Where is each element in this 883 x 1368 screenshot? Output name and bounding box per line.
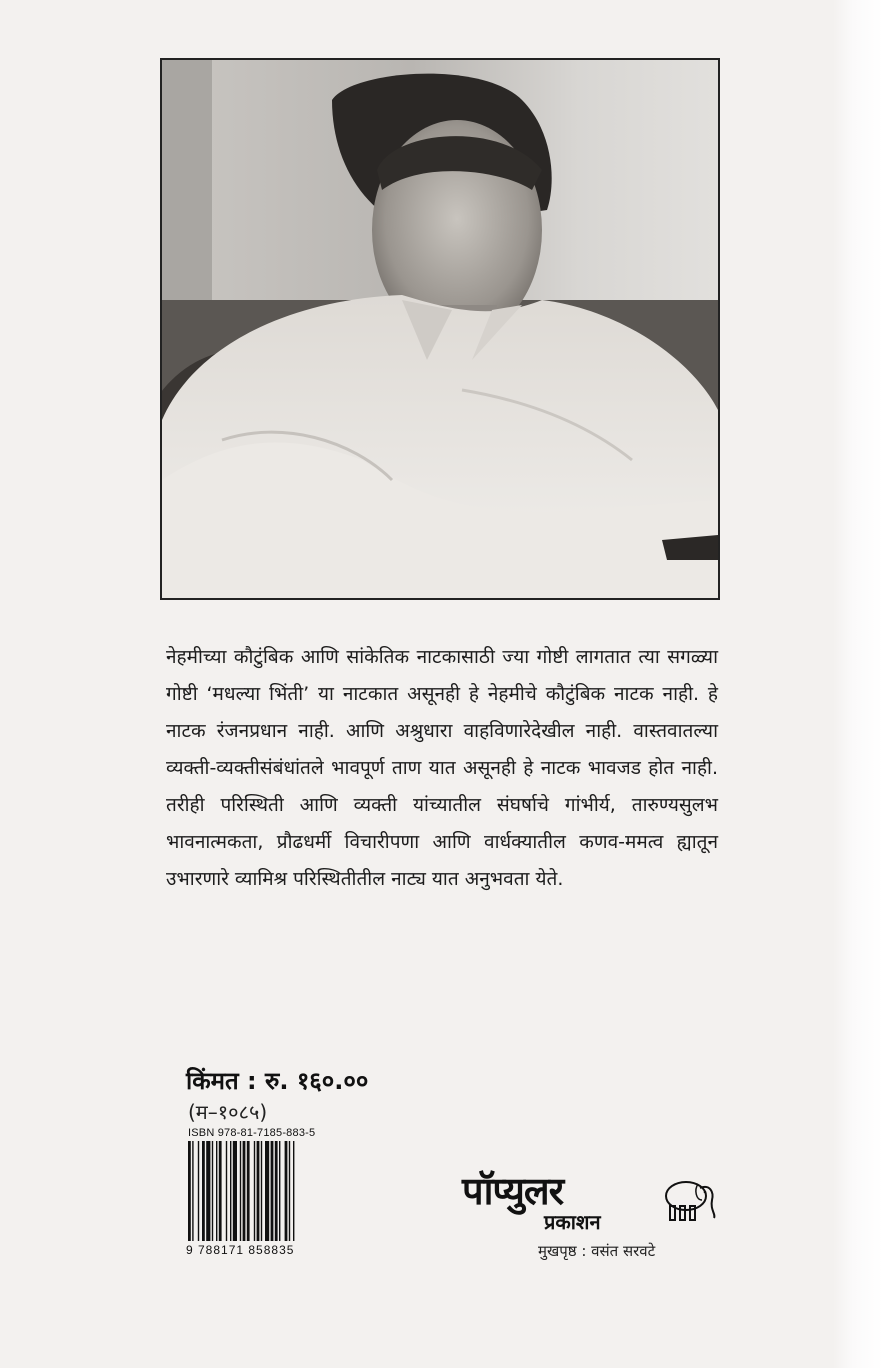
author-photo — [160, 58, 720, 600]
publisher-logo — [462, 1169, 722, 1234]
back-cover-blurb: नेहमीच्या कौटुंबिक आणि सांकेतिक नाटकासाठी ज्या गोष्टी लागतात त्या सगळ्या गोष्टी ‘मधल्या भिंती’ या नाटकात असूनही हे नेहमीचे कौटुंबिक नाटक नाही. हे नाटक रंजनप्रधान नाही. आणि अश्रुधारा वाहविणारेदेखील नाही. वास्तवातल्या व्यक्ती-व्यक्तीसंबंधांतले भावपूर्ण ताण यात असूनही हे नाटक भावजड होत नाही. तरीही परिस्थिती आणि व्यक्ती यांच्यातील संघर्षाचे गांभीर्य, तारुण्यसुलभ भावनात्मकता, प्रौढधर्मी विचारीपणा आणि वार्धक्यातील कणव-ममत्व ह्यातून उभारणारे व्यामिश्र परिस्थितीतील नाट्य यात अनुभवता येते. — [166, 646, 718, 890]
cover-credit: मुखपृष्ठ : वसंत सरवटे — [538, 1242, 656, 1260]
publisher-subname: प्रकाशन — [544, 1210, 601, 1234]
price-label: किंमत : रु. १६०.०० — [186, 1067, 369, 1095]
page-edge — [833, 0, 883, 1368]
elephant-icon — [660, 1170, 718, 1226]
catalog-code: (म–१०८५) — [188, 1100, 268, 1124]
barcode-digits: 9 788171 858835 — [186, 1243, 332, 1257]
barcode-bars — [186, 1141, 330, 1241]
isbn-label: ISBN 978-81-7185-883-5 — [188, 1127, 316, 1139]
author-photo-image — [162, 60, 718, 598]
publisher-name: पॉप्युलर — [462, 1169, 564, 1213]
isbn-barcode — [186, 1127, 332, 1259]
